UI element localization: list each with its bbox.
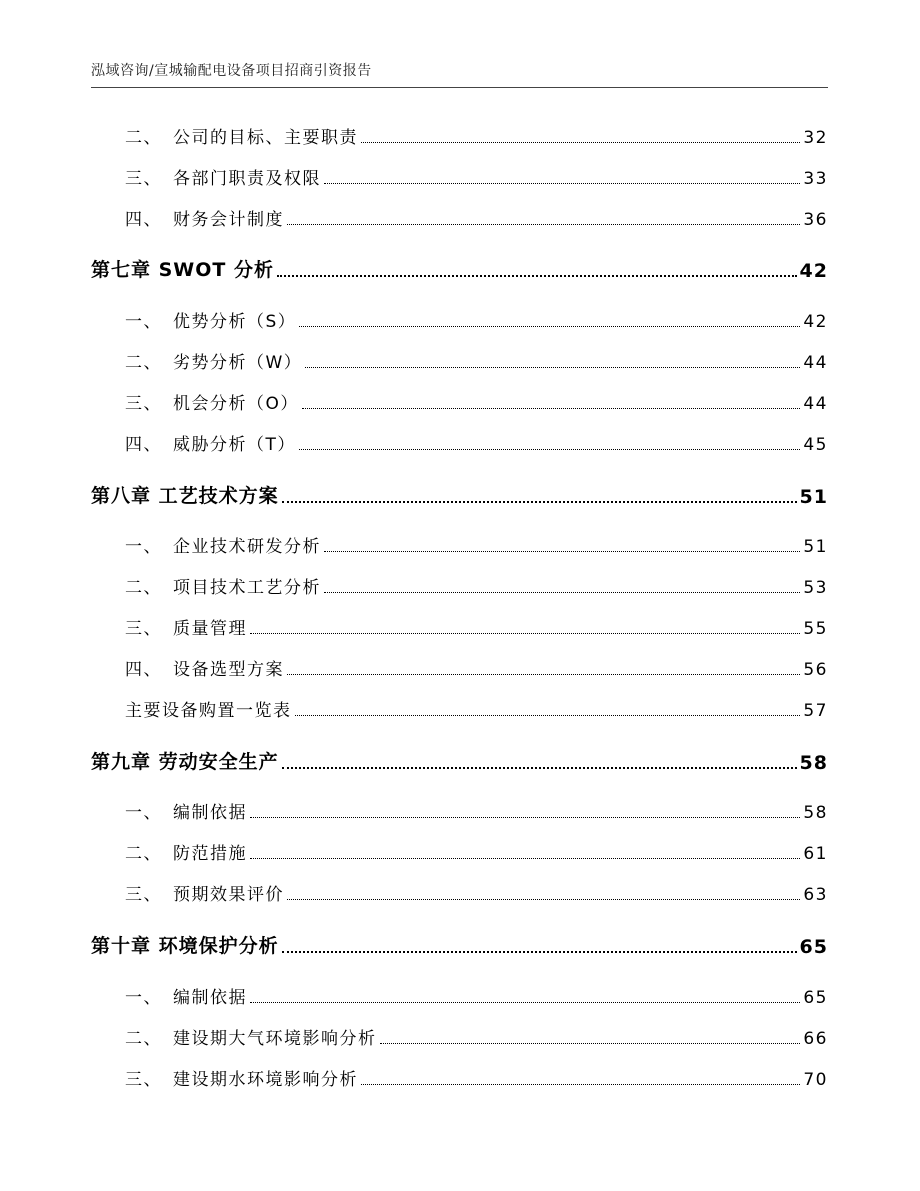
- toc-page-number: 32: [803, 128, 828, 148]
- toc-entry-number: 四、: [125, 210, 162, 230]
- toc-entry-number: 四、: [125, 660, 162, 680]
- toc-entry-number: 二、: [125, 353, 162, 373]
- toc-page-number: 61: [803, 844, 828, 864]
- toc-entry-title: 财务会计制度: [173, 210, 284, 230]
- toc-page-number: 57: [803, 701, 828, 721]
- toc-page-number: 44: [803, 353, 828, 373]
- header-divider: [91, 87, 828, 88]
- toc-entry-label: [125, 389, 299, 414]
- toc-section-entry[interactable]: [125, 389, 828, 414]
- toc-section-entry[interactable]: [125, 123, 828, 148]
- dot-leader: [250, 817, 800, 818]
- toc-entry-title: 机会分析（O）: [173, 394, 299, 414]
- toc-entry-number: 一、: [125, 312, 162, 332]
- toc-entry-number: 三、: [125, 885, 162, 905]
- toc-entry-label: [125, 1065, 358, 1090]
- dot-leader: [250, 858, 800, 859]
- toc-page-number: 55: [803, 619, 828, 639]
- dot-leader: [282, 501, 797, 503]
- toc-section-entry[interactable]: [125, 614, 828, 639]
- toc-section-entry[interactable]: [125, 696, 828, 721]
- toc-entry-title: 优势分析（S）: [173, 312, 297, 332]
- toc-entry-title: 防范措施: [173, 844, 247, 864]
- toc-entry-number: 四、: [125, 435, 162, 455]
- toc-page-number: 51: [803, 537, 828, 557]
- toc-page-number: 44: [803, 394, 828, 414]
- toc-section-entry[interactable]: [125, 1024, 828, 1049]
- toc-page-number: 70: [803, 1070, 828, 1090]
- toc-entry-title: 编制依据: [173, 988, 247, 1008]
- toc-entry-number: 三、: [125, 619, 162, 639]
- page-header: 泓域咨询/宣城输配电设备项目招商引资报告: [91, 63, 372, 79]
- toc-page-number: 42: [803, 312, 828, 332]
- dot-leader: [299, 326, 800, 327]
- toc-entry-number: 三、: [125, 169, 162, 189]
- dot-leader: [295, 715, 801, 716]
- toc-entry-title: 项目技术工艺分析: [173, 578, 321, 598]
- toc-section-entry[interactable]: [125, 573, 828, 598]
- dot-leader: [361, 142, 800, 143]
- toc-entry-title: 质量管理: [173, 619, 247, 639]
- toc-page-number: 58: [803, 803, 828, 823]
- toc-page-number: 65: [799, 936, 828, 958]
- toc-section-entry[interactable]: [125, 205, 828, 230]
- toc-entry-label: [125, 430, 296, 455]
- toc-entry-label: [125, 1024, 377, 1049]
- dot-leader: [324, 551, 800, 552]
- toc-chapter-entry[interactable]: [91, 931, 828, 958]
- toc-entry-number: 一、: [125, 803, 162, 823]
- toc-entry-label: [125, 880, 284, 905]
- toc-entry-label: [125, 348, 302, 373]
- toc-page-number: 42: [799, 260, 828, 282]
- toc-section-entry[interactable]: [125, 655, 828, 680]
- toc-chapter-entry[interactable]: [91, 747, 828, 774]
- toc-entry-number: 三、: [125, 1070, 162, 1090]
- toc-section-entry[interactable]: [125, 839, 828, 864]
- dot-leader: [287, 899, 800, 900]
- toc-entry-label: [125, 573, 321, 598]
- toc-entry-label: [125, 696, 292, 721]
- toc-entry-label: [91, 747, 279, 774]
- toc-page-number: 45: [803, 435, 828, 455]
- toc-entry-label: [125, 839, 247, 864]
- toc-section-entry[interactable]: [125, 798, 828, 823]
- toc-entry-number: 二、: [125, 844, 162, 864]
- dot-leader: [287, 674, 800, 675]
- toc-entry-number: 二、: [125, 578, 162, 598]
- toc-entry-title: 主要设备购置一览表: [125, 701, 292, 721]
- toc-entry-number: 一、: [125, 537, 162, 557]
- toc-entry-title: 设备选型方案: [173, 660, 284, 680]
- toc-entry-title: 劣势分析（W）: [173, 353, 303, 373]
- dot-leader: [305, 367, 800, 368]
- dot-leader: [361, 1084, 800, 1085]
- toc-section-entry[interactable]: [125, 307, 828, 332]
- toc-entry-title: 建设期大气环境影响分析: [173, 1029, 377, 1049]
- toc-entry-title: 建设期水环境影响分析: [173, 1070, 358, 1090]
- toc-page-number: 65: [803, 988, 828, 1008]
- dot-leader: [250, 633, 800, 634]
- toc-entry-label: [125, 205, 284, 230]
- toc-section-entry[interactable]: [125, 532, 828, 557]
- toc-section-entry[interactable]: [125, 1065, 828, 1090]
- toc-entry-title: 预期效果评价: [173, 885, 284, 905]
- dot-leader: [302, 408, 800, 409]
- toc-entry-label: [91, 481, 279, 508]
- toc-section-entry[interactable]: [125, 983, 828, 1008]
- toc-entry-title: 第八章 工艺技术方案: [91, 485, 279, 507]
- dot-leader: [287, 224, 800, 225]
- dot-leader: [250, 1002, 800, 1003]
- toc-entry-title: 企业技术研发分析: [173, 537, 321, 557]
- toc-page-number: 58: [799, 752, 828, 774]
- dot-leader: [282, 767, 797, 769]
- toc-section-entry[interactable]: [125, 164, 828, 189]
- toc-section-entry[interactable]: [125, 348, 828, 373]
- toc-chapter-entry[interactable]: [91, 481, 828, 508]
- toc-page-number: 36: [803, 210, 828, 230]
- dot-leader: [299, 449, 800, 450]
- toc-page-number: 56: [803, 660, 828, 680]
- toc-entry-title: 各部门职责及权限: [173, 169, 321, 189]
- toc-entry-number: 一、: [125, 988, 162, 1008]
- toc-entry-label: [125, 532, 321, 557]
- toc-entry-title: 第七章 SWOT 分析: [91, 259, 274, 281]
- toc-entry-label: [125, 655, 284, 680]
- toc-page-number: 66: [803, 1029, 828, 1049]
- toc-page-number: 51: [799, 486, 828, 508]
- toc-section-entry[interactable]: [125, 880, 828, 905]
- toc-chapter-entry[interactable]: [91, 255, 828, 282]
- toc-entry-label: [125, 307, 296, 332]
- toc-entry-label: [125, 123, 358, 148]
- toc-entry-number: 三、: [125, 394, 162, 414]
- toc-section-entry[interactable]: [125, 430, 828, 455]
- dot-leader: [324, 592, 800, 593]
- toc-entry-title: 威胁分析（T）: [173, 435, 296, 455]
- toc-entry-number: 二、: [125, 128, 162, 148]
- toc-entry-label: [125, 798, 247, 823]
- toc-entry-label: [91, 931, 279, 958]
- toc-entry-title: 编制依据: [173, 803, 247, 823]
- toc-entry-title: 第九章 劳动安全生产: [91, 751, 279, 773]
- toc-page-number: 33: [803, 169, 828, 189]
- dot-leader: [277, 275, 797, 277]
- toc-page-number: 53: [803, 578, 828, 598]
- dot-leader: [282, 951, 797, 953]
- toc-entry-label: [125, 614, 247, 639]
- toc-page-number: 63: [803, 885, 828, 905]
- dot-leader: [324, 183, 800, 184]
- toc-entry-label: [125, 164, 321, 189]
- toc-entry-label: [125, 983, 247, 1008]
- toc-entry-title: 公司的目标、主要职责: [173, 128, 358, 148]
- dot-leader: [380, 1043, 801, 1044]
- toc-entry-title: 第十章 环境保护分析: [91, 935, 279, 957]
- toc-entry-label: [91, 255, 274, 282]
- toc-entry-number: 二、: [125, 1029, 162, 1049]
